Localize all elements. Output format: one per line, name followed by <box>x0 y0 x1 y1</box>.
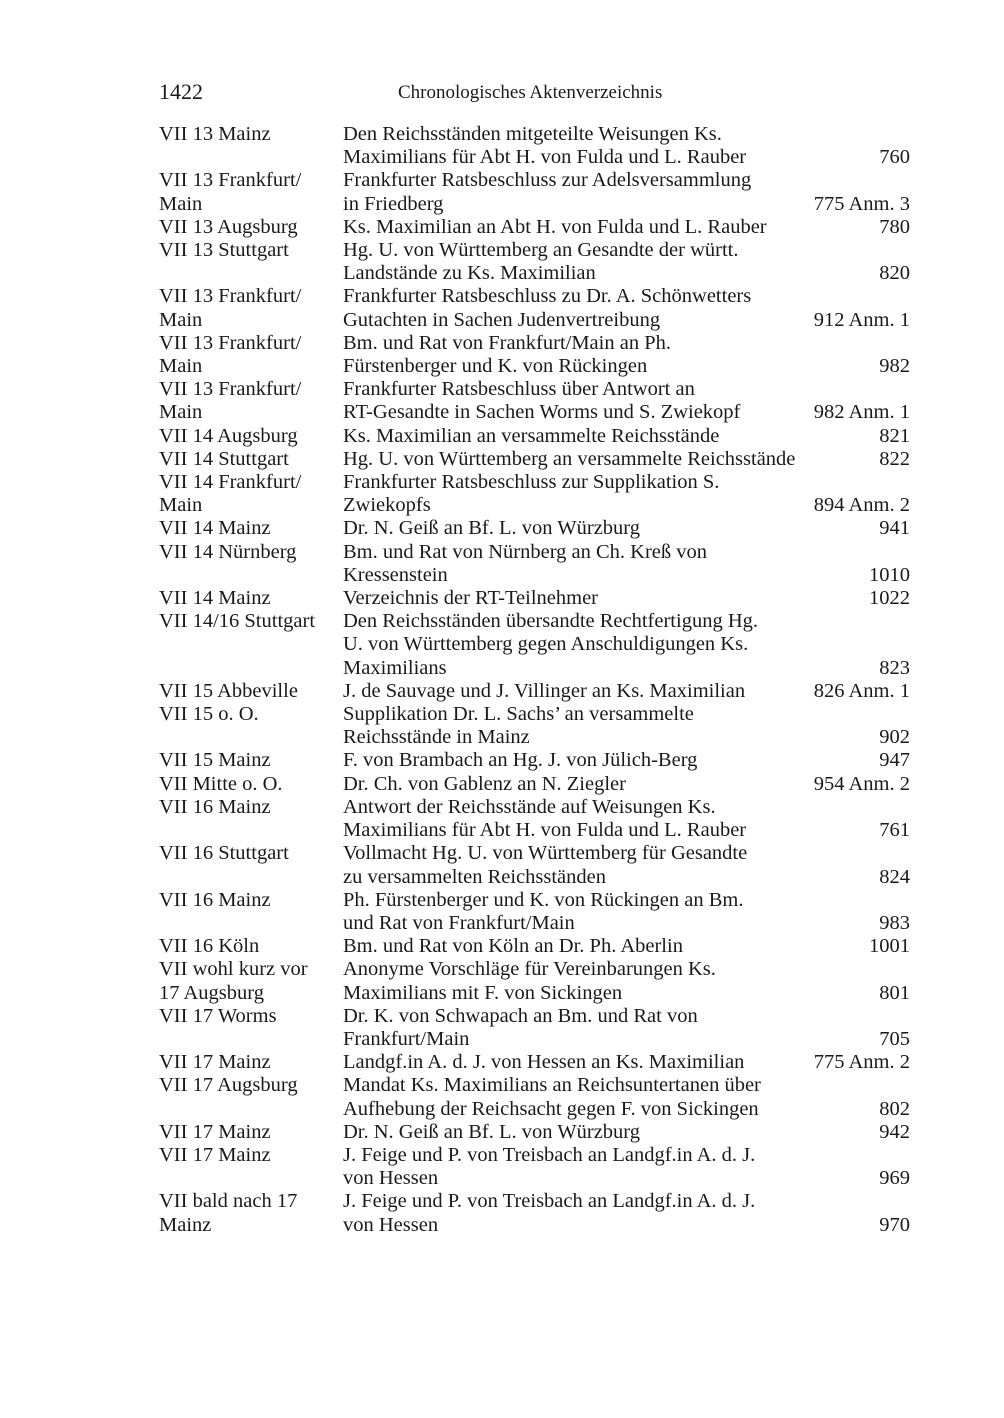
entry-text-line: Verzeichnis der RT-Teilnehmer <box>343 587 599 610</box>
entry-text-line: Bm. und Rat von Köln an Dr. Ph. Aberlin <box>343 935 683 958</box>
running-head-title: Chronologisches Aktenverzeichnis <box>398 82 663 103</box>
list-item <box>159 378 910 424</box>
entry-text-line: Maximilians für Abt H. von Fulda und L. Rauber <box>343 146 747 169</box>
entry-text-line: Hg. U. von Württemberg an Gesandte der württ. <box>343 239 739 262</box>
entry-last-line <box>343 564 910 587</box>
list-item <box>159 332 910 378</box>
entry-list <box>159 123 910 1237</box>
entry-reference-number: 983 <box>879 911 910 934</box>
entry-date-place: VII 15 Abbeville <box>159 679 298 702</box>
entry-text-line: Dr. K. von Schwapach an Bm. und Rat von <box>343 1004 698 1027</box>
list-item <box>159 680 910 703</box>
list-item <box>159 1144 910 1190</box>
entry-description <box>343 1190 910 1236</box>
entry-reference-number: 801 <box>879 981 910 1004</box>
entry-reference-number: 826 Anm. 1 <box>813 679 910 702</box>
entry-text-line: J. Feige und P. von Treisbach an Landgf.in A. d. J. <box>343 1190 756 1213</box>
list-item <box>159 935 910 958</box>
entry-last-line <box>343 494 910 517</box>
entry-reference-number: 775 Anm. 3 <box>813 192 910 215</box>
entry-text-line: J. Feige und P. von Treisbach an Landgf.in A. d. J. <box>343 1143 756 1166</box>
entry-date-place: VII wohl kurz vor 17 Augsburg <box>159 958 308 1004</box>
entry-text-line: Maximilians <box>343 656 447 679</box>
entry-date-place: VII 16 Stuttgart <box>159 842 289 865</box>
entry-text-line: Frankfurter Ratsbeschluss zur Adelsversammlung <box>343 169 752 192</box>
entry-text-line: Landstände zu Ks. Maximilian <box>343 262 596 285</box>
entry-date-place: VII 17 Mainz <box>159 1051 271 1074</box>
entry-text-line: Fürstenberger und K. von Rückingen <box>343 355 648 378</box>
entry-description <box>343 680 910 703</box>
entry-reference-number: 761 <box>879 819 910 842</box>
entry-date-place: VII 15 o. O. <box>159 703 259 726</box>
entry-description <box>343 889 910 935</box>
list-item <box>159 703 910 749</box>
entry-description <box>343 378 910 424</box>
entry-description <box>343 448 910 471</box>
page-number: 1422 <box>159 79 203 104</box>
entry-reference-number: 760 <box>879 146 910 169</box>
entry-description <box>343 285 910 331</box>
entry-text-line: Kressenstein <box>343 563 448 586</box>
entry-last-line <box>343 819 910 842</box>
entry-text-line: J. de Sauvage und J. Villinger an Ks. Maximilian <box>343 679 746 702</box>
entry-date-place: VII 13 Frankfurt/ Main <box>159 331 302 378</box>
entry-reference-number: 780 <box>879 215 910 238</box>
entry-text-line: und Rat von Frankfurt/Main <box>343 911 575 934</box>
entry-last-line <box>343 657 910 680</box>
list-item <box>159 842 910 888</box>
entry-text-line: Ks. Maximilian an Abt H. von Fulda und L. Rauber <box>343 215 767 238</box>
entry-date-place: VII 13 Stuttgart <box>159 239 289 262</box>
entry-reference-number: 775 Anm. 2 <box>813 1051 910 1074</box>
entry-date-place: VII 14 Augsburg <box>159 424 298 447</box>
entry-text-line: Antwort der Reichsstände auf Weisungen Ks. <box>343 795 716 818</box>
entry-description <box>343 842 910 888</box>
entry-last-line <box>343 425 910 448</box>
entry-description <box>343 1074 910 1120</box>
entry-description <box>343 1144 910 1190</box>
entry-date-place: VII Mitte o. O. <box>159 772 283 795</box>
entry-last-line <box>343 866 910 889</box>
entry-last-line <box>343 1028 910 1051</box>
entry-reference-number: 912 Anm. 1 <box>813 308 910 331</box>
list-item <box>159 1121 910 1144</box>
entry-text-line: Mandat Ks. Maximilians an Reichsuntertanen über <box>343 1074 761 1097</box>
entry-last-line <box>343 355 910 378</box>
list-item <box>159 610 910 680</box>
entry-reference-number: 970 <box>879 1213 910 1236</box>
list-item <box>159 773 910 796</box>
entry-reference-number: 1010 <box>869 563 910 586</box>
list-item <box>159 448 910 471</box>
list-item <box>159 169 910 215</box>
entry-reference-number: 822 <box>879 447 910 470</box>
entry-text-line: Reichsstände in Mainz <box>343 726 530 749</box>
entry-text-line: zu versammelten Reichsständen <box>343 865 606 888</box>
entry-text-line: Frankfurter Ratsbeschluss zur Supplikation S. <box>343 471 720 494</box>
entry-last-line <box>343 1098 910 1121</box>
entry-last-line <box>343 1051 910 1074</box>
entry-description <box>343 610 910 680</box>
entry-description <box>343 216 910 239</box>
entry-description <box>343 332 910 378</box>
list-item <box>159 1074 910 1120</box>
entry-text-line: Den Reichsständen übersandte Rechtfertigung Hg. <box>343 610 759 633</box>
entry-last-line <box>343 912 910 935</box>
entry-text-line: Dr. Ch. von Gablenz an N. Ziegler <box>343 772 626 795</box>
entry-reference-number: 947 <box>879 749 910 772</box>
entry-last-line <box>343 517 910 540</box>
entry-text-line: Maximilians für Abt H. von Fulda und L. Rauber <box>343 819 747 842</box>
entry-description <box>343 796 910 842</box>
entry-text-line: U. von Württemberg gegen Anschuldigungen Ks. <box>343 633 749 656</box>
entry-date-place: VII 17 Worms <box>159 1004 277 1027</box>
entry-last-line <box>343 773 910 796</box>
entry-text-line: Landgf.in A. d. J. von Hessen an Ks. Maximilian <box>343 1051 745 1074</box>
entry-description <box>343 1121 910 1144</box>
entry-reference-number: 969 <box>879 1167 910 1190</box>
list-item <box>159 517 910 540</box>
list-item <box>159 587 910 610</box>
entry-text-line: Frankfurt/Main <box>343 1027 470 1050</box>
entry-last-line <box>343 309 910 332</box>
entry-date-place: VII 16 Mainz <box>159 795 271 818</box>
entry-description <box>343 239 910 285</box>
entry-text-line: RT-Gesandte in Sachen Worms und S. Zwiekopf <box>343 401 741 424</box>
entry-description <box>343 517 910 540</box>
entry-description <box>343 425 910 448</box>
entry-last-line <box>343 1121 910 1144</box>
entry-description <box>343 703 910 749</box>
entry-text-line: Frankfurter Ratsbeschluss über Antwort an <box>343 378 695 401</box>
list-item <box>159 123 910 169</box>
entry-date-place: VII 14 Stuttgart <box>159 447 289 470</box>
entry-date-place: VII 13 Frankfurt/ Main <box>159 285 302 331</box>
entry-reference-number: 942 <box>879 1120 910 1143</box>
entry-date-place: VII 13 Frankfurt/ Main <box>159 378 302 424</box>
entry-text-line: in Friedberg <box>343 192 444 215</box>
entry-last-line <box>343 1214 910 1237</box>
entry-date-place: VII 14 Mainz <box>159 517 271 540</box>
entry-reference-number: 941 <box>879 517 910 540</box>
entry-reference-number: 894 Anm. 2 <box>813 494 910 517</box>
entry-text-line: Anonyme Vorschläge für Vereinbarungen Ks. <box>343 958 716 981</box>
entry-last-line <box>343 193 910 216</box>
entry-text-line: Gutachten in Sachen Judenvertreibung <box>343 308 661 331</box>
list-item <box>159 1005 910 1051</box>
entry-reference-number: 1001 <box>869 935 910 958</box>
entry-last-line <box>343 680 910 703</box>
entry-last-line <box>343 216 910 239</box>
list-item <box>159 1190 910 1236</box>
entry-last-line <box>343 982 910 1005</box>
entry-text-line: Vollmacht Hg. U. von Württemberg für Gesandte <box>343 842 748 865</box>
entry-last-line <box>343 448 910 471</box>
entry-reference-number: 824 <box>879 865 910 888</box>
entry-reference-number: 802 <box>879 1097 910 1120</box>
list-item <box>159 216 910 239</box>
entry-text-line: Maximilians mit F. von Sickingen <box>343 981 623 1004</box>
entry-reference-number: 823 <box>879 656 910 679</box>
entry-date-place: VII 14/16 Stuttgart <box>159 610 316 633</box>
entry-description <box>343 169 910 215</box>
list-item <box>159 889 910 935</box>
entry-date-place: VII 17 Augsburg <box>159 1074 298 1097</box>
entry-date-place: VII 15 Mainz <box>159 749 271 772</box>
entry-reference-number: 820 <box>879 262 910 285</box>
entry-last-line <box>343 262 910 285</box>
entry-reference-number: 982 <box>879 355 910 378</box>
entry-text-line: Dr. N. Geiß an Bf. L. von Würzburg <box>343 517 641 540</box>
entry-date-place: VII 16 Köln <box>159 935 260 958</box>
entry-text-line: Frankfurter Ratsbeschluss zu Dr. A. Schönwetters <box>343 285 752 308</box>
entry-text-line: Ks. Maximilian an versammelte Reichsstände <box>343 424 720 447</box>
entry-description <box>343 123 910 169</box>
entry-text-line: Ph. Fürstenberger und K. von Rückingen an Bm. <box>343 888 744 911</box>
entry-date-place: VII 13 Augsburg <box>159 215 298 238</box>
entry-description <box>343 1051 910 1074</box>
list-item <box>159 1051 910 1074</box>
entry-last-line <box>343 935 910 958</box>
list-item <box>159 239 910 285</box>
entry-last-line <box>343 1167 910 1190</box>
list-item <box>159 796 910 842</box>
entry-text-line: Aufhebung der Reichsacht gegen F. von Sickingen <box>343 1097 759 1120</box>
entry-text-line: F. von Brambach an Hg. J. von Jülich-Berg <box>343 749 698 772</box>
entry-date-place: VII 13 Frankfurt/ Main <box>159 169 302 215</box>
list-item <box>159 285 910 331</box>
entry-last-line <box>343 726 910 749</box>
entry-date-place: VII 13 Mainz <box>159 123 271 145</box>
entry-text-line: Bm. und Rat von Nürnberg an Ch. Kreß von <box>343 540 708 563</box>
entry-text-line: Zwiekopfs <box>343 494 431 517</box>
entry-last-line <box>343 749 910 772</box>
entry-text-line: Dr. N. Geiß an Bf. L. von Würzburg <box>343 1120 641 1143</box>
entry-description <box>343 773 910 796</box>
entry-last-line <box>343 146 910 169</box>
entry-text-line: von Hessen <box>343 1167 439 1190</box>
entry-date-place: VII 14 Frankfurt/ Main <box>159 471 302 517</box>
entry-description <box>343 587 910 610</box>
entry-reference-number: 821 <box>879 424 910 447</box>
list-item <box>159 749 910 772</box>
entry-last-line <box>343 401 910 424</box>
entry-description <box>343 541 910 587</box>
entry-reference-number: 902 <box>879 726 910 749</box>
entry-text-line: Hg. U. von Württemberg an versammelte Reichsstände <box>343 447 796 470</box>
entry-text-line: Supplikation Dr. L. Sachs’ an versammelte <box>343 703 694 726</box>
entry-description <box>343 958 910 1004</box>
entry-date-place: VII 14 Nürnberg <box>159 540 297 563</box>
entry-text-line: von Hessen <box>343 1213 439 1236</box>
list-item <box>159 541 910 587</box>
entry-text-line: Bm. und Rat von Frankfurt/Main an Ph. <box>343 331 671 354</box>
list-item <box>159 958 910 1004</box>
entry-date-place: VII 14 Mainz <box>159 587 271 610</box>
list-item <box>159 471 910 517</box>
entry-date-place: VII 17 Mainz <box>159 1120 271 1143</box>
entry-text-line: Den Reichsständen mitgeteilte Weisungen Ks. <box>343 123 722 145</box>
entry-description <box>343 471 910 517</box>
entry-description <box>343 749 910 772</box>
entry-reference-number: 954 Anm. 2 <box>813 772 910 795</box>
entry-date-place: VII 16 Mainz <box>159 888 271 911</box>
entry-reference-number: 1022 <box>869 587 910 610</box>
entry-date-place: VII bald nach 17 Mainz <box>159 1190 298 1236</box>
entry-description <box>343 935 910 958</box>
entry-description <box>343 1005 910 1051</box>
entry-reference-number: 705 <box>879 1027 910 1050</box>
entry-reference-number: 982 Anm. 1 <box>813 401 910 424</box>
entry-date-place: VII 17 Mainz <box>159 1143 271 1166</box>
entry-last-line <box>343 587 910 610</box>
list-item <box>159 425 910 448</box>
